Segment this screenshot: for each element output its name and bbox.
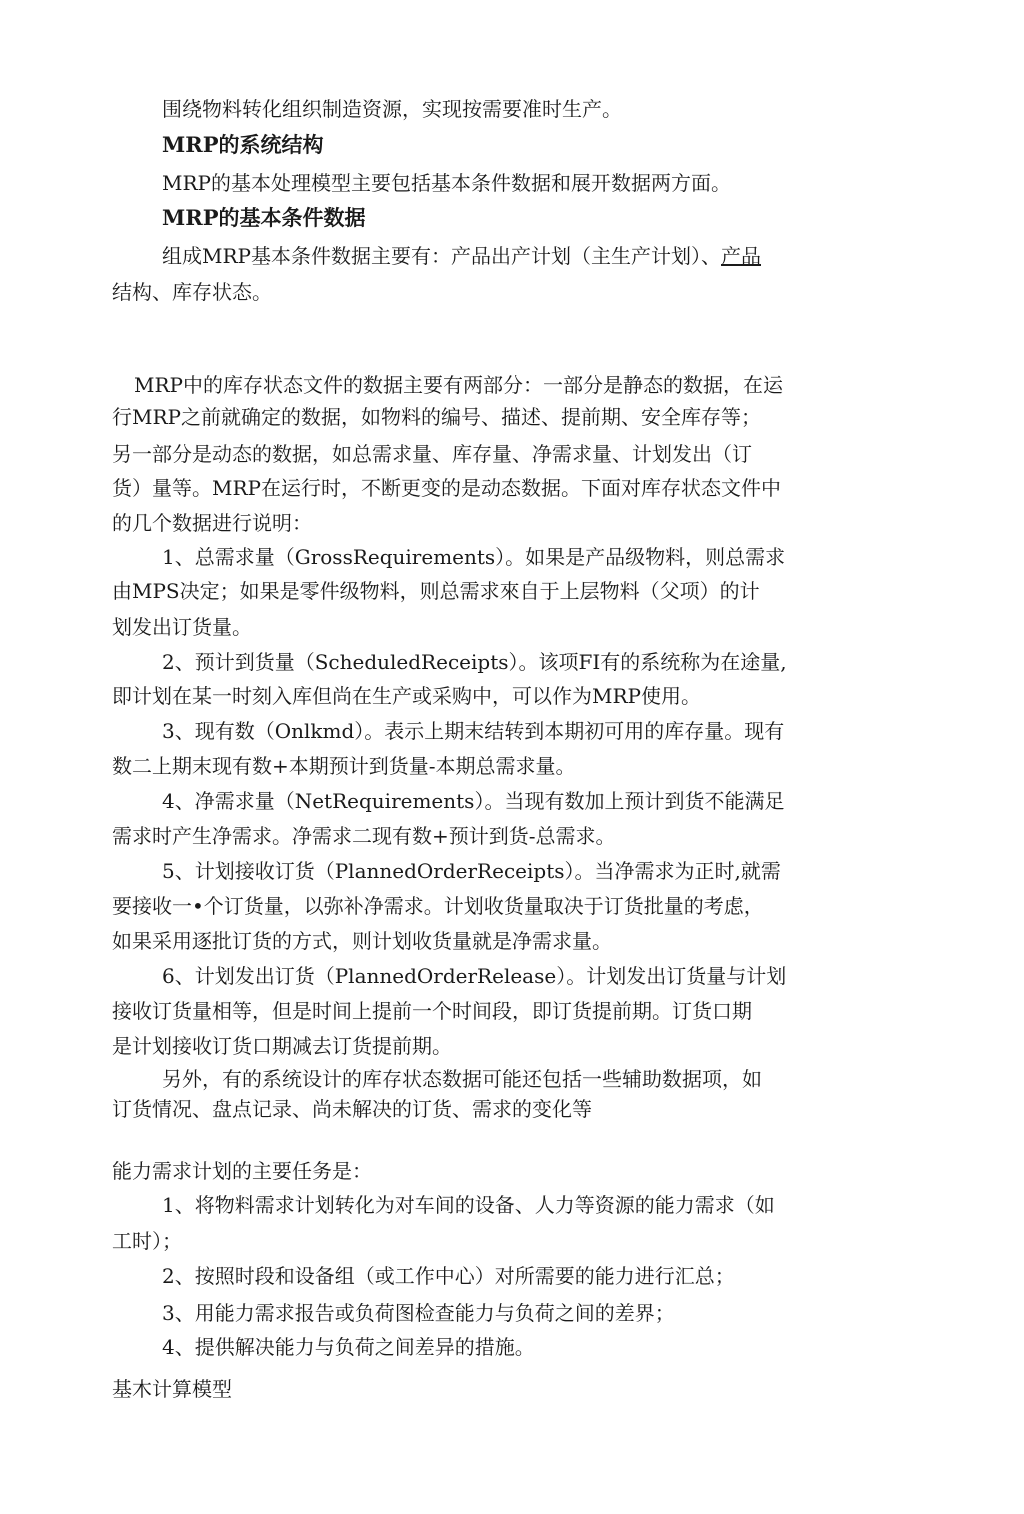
list-item-line: 3、现有数（Onlkmd）。表示上期末结转到本期初可用的库存量。现有 [162, 719, 785, 743]
footer-heading: 基木计算模型 [112, 1377, 232, 1401]
capacity-task-line: 工时）； [112, 1229, 182, 1253]
inventory-line: 行MRP之前就确定的数据，如物料的编号、描述、提前期、安全库存等； [112, 405, 761, 429]
paragraph-line: 订货情况、盘点记录、尚未解决的订货、需求的变化等 [112, 1097, 592, 1121]
capacity-task-line: 1、将物料需求计划转化为对车间的设备、人力等资源的能力需求（如 [162, 1193, 775, 1217]
list-item-line: 是计划接收订货口期减去订货提前期。 [112, 1034, 452, 1058]
capacity-task-line: 4、提供解决能力与负荷之间差异的措施。 [162, 1335, 535, 1359]
underlined-term: 产品 [721, 244, 761, 268]
section-heading-basic-data: MRP的基本条件数据 [162, 205, 366, 230]
list-item-line: 划发出订货量。 [112, 615, 252, 639]
list-item-line: 如果采用逐批订货的方式，则计划收货量就是净需求量。 [112, 929, 612, 953]
section-heading-system-structure: MRP的系统结构 [162, 132, 324, 157]
inventory-line: 另一部分是动态的数据，如总需求量、库存量、净需求量、计划发出（订 [112, 442, 752, 466]
list-item-line: 1、总需求量（GrossRequirements）。如果是产品级物料，则总需求 [162, 545, 786, 569]
list-item-line: 5、计划接收订货（PlannedOrderReceipts）。当净需求为正时,就需 [162, 859, 781, 883]
inventory-line: MRP中的库存状态文件的数据主要有两部分：一部分是静态的数据，在运 [134, 373, 783, 397]
section-paragraph: MRP的基本处理模型主要包括基本条件数据和展开数据两方面。 [162, 171, 731, 195]
list-item-line: 需求时产生净需求。净需求二现有数+预计到货-总需求。 [112, 824, 616, 848]
capacity-task-line: 2、按照时段和设备组（或工作中心）对所需要的能力进行汇总； [162, 1264, 735, 1288]
list-item-line: 4、净需求量（NetRequirements）。当现有数加上预计到货不能满足 [162, 789, 785, 813]
section-paragraph-line: 结构、库存状态。 [112, 280, 272, 304]
list-item-line: 要接收一•个订货量，以弥补净需求。计划收货量取决于订货批量的考虑， [112, 894, 764, 918]
section-paragraph-line [162, 243, 902, 269]
paragraph-text: 组成MRP基本条件数据主要有：产品出产计划（主生产计划）、 [162, 244, 721, 268]
list-item-line: 由MPS决定；如果是零件级物料，则总需求來自于上层物料（父项）的计 [112, 579, 760, 603]
capacity-title: 能力需求计划的主要任务是： [112, 1159, 372, 1183]
list-item-line: 数二上期末现有数+本期预计到货量-本期总需求量。 [112, 754, 576, 778]
list-item-line: 2、预计到货量（ScheduledReceipts）。该项FI有的系统称为在途量, [162, 650, 787, 674]
list-item-line: 6、计划发出订货（PlannedOrderRelease）。计划发出订货量与计划 [162, 964, 787, 988]
inventory-line: 货）量等。MRP在运行时，不断更变的是动态数据。下面对库存状态文件中 [112, 476, 781, 500]
intro-line: 围绕物料转化组织制造资源，实现按需要准时生产。 [162, 97, 622, 121]
paragraph-line: 另外，有的系统设计的库存状态数据可能还包括一些辅助数据项，如 [162, 1067, 762, 1091]
capacity-task-line: 3、用能力需求报告或负荷图检查能力与负荷之间的差界； [162, 1301, 675, 1325]
inventory-line: 的几个数据进行说明： [112, 511, 312, 535]
list-item-line: 接收订货量相等，但是时间上提前一个时间段，即订货提前期。订货口期 [112, 999, 752, 1023]
list-item-line: 即计划在某一时刻入库但尚在生产或采购中，可以作为MRP使用。 [112, 684, 701, 708]
